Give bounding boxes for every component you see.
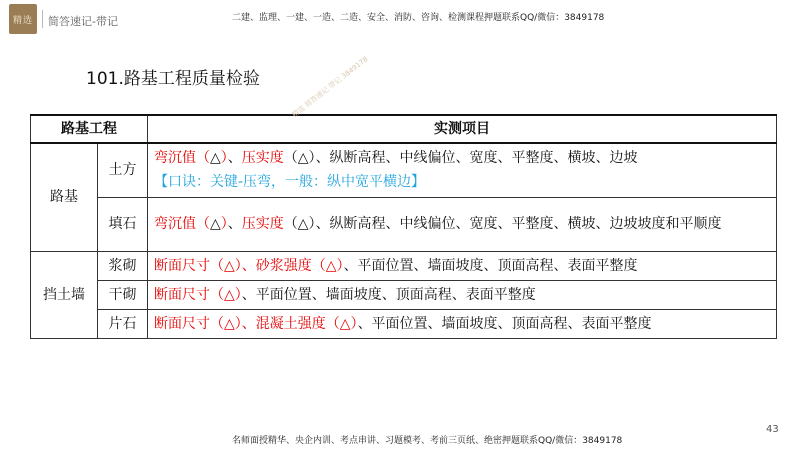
- table-row: [31, 251, 777, 280]
- items-cell: [148, 251, 777, 280]
- items-line: [154, 146, 772, 170]
- page-title: 101.路基工程质量检验: [86, 69, 260, 89]
- column-header-items: 实测项目: [148, 115, 777, 143]
- key-item: 弯沉值（: [154, 150, 210, 167]
- watermark: 精选 简答速记 带记 3849178: [290, 55, 370, 120]
- header: [0, 0, 800, 42]
- items-cell: [148, 143, 777, 197]
- key-item: 压实度: [241, 216, 284, 232]
- logo-divider: [42, 10, 43, 28]
- subtype-cell: 浆砌: [98, 251, 148, 280]
- general-items: 、平面位置、墙面坡度、顶面高程、表面平整度: [357, 315, 652, 332]
- key-item: 压实度: [241, 150, 284, 167]
- table-header-row: [31, 115, 777, 143]
- key-item: 断面尺寸（△）: [154, 286, 242, 303]
- table-row: [31, 197, 777, 251]
- key-item-mark: △: [210, 216, 221, 232]
- separator: 、: [227, 150, 242, 167]
- key-item-mark: △: [210, 150, 221, 167]
- key-item-close: ）: [220, 150, 228, 167]
- category-cell: 挡土墙: [31, 251, 98, 338]
- separator: 、: [241, 257, 256, 274]
- key-item-close: ）: [220, 216, 228, 232]
- mnemonic-line: 【口诀：关键-压弯，一般：纵中宽平横边】: [154, 174, 426, 191]
- general-items: 、纵断高程、中线偏位、宽度、平整度、横坡、边坡: [315, 150, 638, 167]
- separator: 、: [227, 216, 242, 232]
- key-item: 砂浆强度（△）: [255, 257, 344, 274]
- key-item: 断面尺寸（△）: [154, 257, 242, 274]
- key-item-paren: （△）: [283, 150, 316, 167]
- footer-contact-note: 名师面授精华、央企内训、考点串讲、习题模考、考前三页纸、绝密押题联系QQ/微信：3849178: [232, 436, 623, 446]
- general-items: 、平面位置、墙面坡度、顶面高程、表面平整度: [343, 257, 638, 274]
- brand-label: 简答速记-带记: [48, 15, 118, 28]
- key-item: 混凝土强度（△）: [255, 315, 358, 332]
- key-item-paren: （△）: [283, 216, 316, 232]
- subtype-cell: 干砌: [98, 280, 148, 309]
- logo-mark: 精选: [12, 15, 33, 26]
- subtype-cell: 填石: [98, 197, 148, 251]
- table-row: [31, 280, 777, 309]
- items-cell: [148, 309, 777, 338]
- logo: [9, 4, 37, 34]
- category-cell: 路基: [31, 143, 98, 251]
- items-cell: [148, 197, 777, 251]
- quality-inspection-table: [30, 114, 777, 339]
- page-number: 43: [766, 424, 779, 435]
- table-row: [31, 143, 777, 197]
- key-item: 弯沉值（: [154, 216, 210, 232]
- subtype-cell: 土方: [98, 143, 148, 197]
- general-items: 、纵断高程、中线偏位、宽度、平整度、横坡、边坡坡度和平顺度: [315, 216, 722, 232]
- separator: 、: [241, 315, 256, 332]
- subtype-cell: 片石: [98, 309, 148, 338]
- general-items: 、平面位置、墙面坡度、顶面高程、表面平整度: [241, 286, 536, 303]
- key-item: 断面尺寸（△）: [154, 315, 242, 332]
- top-contact-note: 二建、监理、一建、一造、二造、安全、消防、咨询、检测课程押题联系QQ/微信：3849178: [232, 13, 605, 23]
- column-header-project: 路基工程: [31, 115, 148, 143]
- items-cell: [148, 280, 777, 309]
- table-row: [31, 309, 777, 338]
